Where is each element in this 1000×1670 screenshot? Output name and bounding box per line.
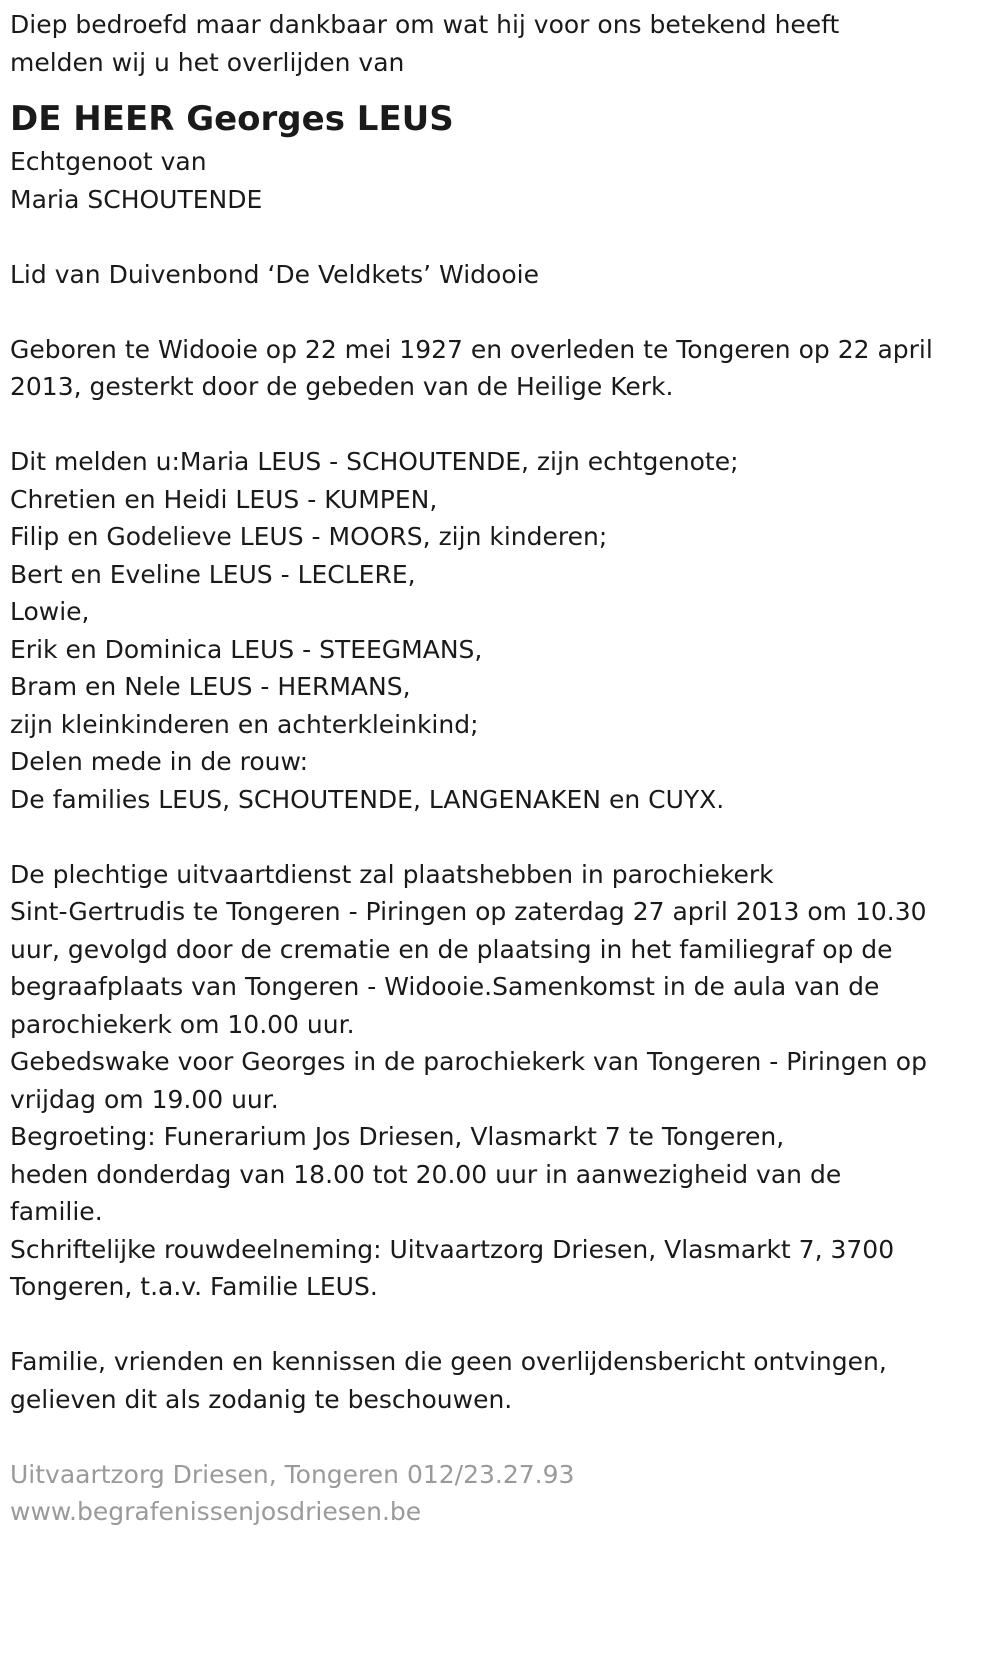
deceased-name-heading: DE HEER Georges LEUS — [10, 99, 454, 139]
family-paragraph — [10, 443, 990, 818]
intro-line: Diep bedroefd maar dankbaar om wat hij voor ons betekend heeft — [10, 10, 840, 39]
service-line: familie. — [10, 1197, 103, 1226]
spacer — [10, 1306, 990, 1344]
family-line: Bram en Nele LEUS - HERMANS, — [10, 672, 411, 701]
spacer — [10, 293, 990, 331]
footer-website: www.begrafenissenjosdriesen.be — [10, 1497, 422, 1526]
spouse-paragraph — [10, 143, 990, 218]
family-line: Dit melden u:Maria LEUS - SCHOUTENDE, zijn echtgenote; — [10, 447, 739, 476]
family-line: Filip en Godelieve LEUS - MOORS, zijn kinderen; — [10, 522, 608, 551]
service-line: vrijdag om 19.00 uur. — [10, 1084, 279, 1114]
spouse-line: Maria SCHOUTENDE — [10, 184, 263, 214]
family-line: Bert en Eveline LEUS - LECLERE, — [10, 559, 416, 589]
service-line: Gebedswake voor Georges in de parochiekerk van Tongeren - Piringen op — [10, 1047, 927, 1076]
service-line: Tongeren, t.a.v. Familie LEUS. — [10, 1272, 378, 1301]
service-line: heden donderdag van 18.00 tot 20.00 uur in aanwezigheid van de — [10, 1159, 842, 1189]
footer-contact-line: Uitvaartzorg Driesen, Tongeren 012/23.27.93 — [10, 1459, 575, 1489]
birth-death-line: Geboren te Widooie op 22 mei 1927 en overleden te Tongeren op 22 april — [10, 334, 933, 364]
spacer — [10, 818, 990, 856]
spouse-line: Echtgenoot van — [10, 147, 207, 176]
family-line: Lowie, — [10, 597, 90, 626]
service-line: Sint-Gertrudis te Tongeren - Piringen op zaterdag 27 april 2013 om 10.30 — [10, 897, 927, 926]
closing-paragraph — [10, 1343, 990, 1418]
birth-death-paragraph — [10, 331, 990, 406]
funeral-home-footer — [10, 1456, 990, 1531]
service-line: De plechtige uitvaartdienst zal plaatshebben in parochiekerk — [10, 859, 774, 889]
service-line: begraafplaats van Tongeren - Widooie.Samenkomst in de aula van de — [10, 972, 880, 1001]
closing-line: gelieven dit als zodanig te beschouwen. — [10, 1384, 513, 1414]
service-paragraph — [10, 856, 990, 1306]
intro-line: melden wij u het overlijden van — [10, 47, 405, 77]
family-line: zijn kleinkinderen en achterkleinkind; — [10, 709, 479, 739]
spacer — [10, 1418, 990, 1456]
spacer — [10, 406, 990, 444]
family-line: Chretien en Heidi LEUS - KUMPEN, — [10, 484, 438, 514]
family-line: Delen mede in de rouw: — [10, 747, 308, 776]
service-line: uur, gevolgd door de crematie en de plaatsing in het familiegraf op de — [10, 934, 893, 964]
service-line: Schriftelijke rouwdeelneming: Uitvaartzorg Driesen, Vlasmarkt 7, 3700 — [10, 1234, 895, 1264]
family-line: De families LEUS, SCHOUTENDE, LANGENAKEN en CUYX. — [10, 784, 725, 814]
service-line: Begroeting: Funerarium Jos Driesen, Vlasmarkt 7 te Tongeren, — [10, 1122, 785, 1151]
closing-line: Familie, vrienden en kennissen die geen overlijdensbericht ontvingen, — [10, 1347, 887, 1376]
intro-paragraph — [10, 6, 990, 81]
family-line: Erik en Dominica LEUS - STEEGMANS, — [10, 634, 483, 664]
membership-line: Lid van Duivenbond ‘De Veldkets’ Widooie — [10, 259, 539, 289]
spacer — [10, 218, 990, 256]
birth-death-line: 2013, gesterkt door de gebeden van de Heilige Kerk. — [10, 372, 674, 401]
service-line: parochiekerk om 10.00 uur. — [10, 1009, 355, 1039]
